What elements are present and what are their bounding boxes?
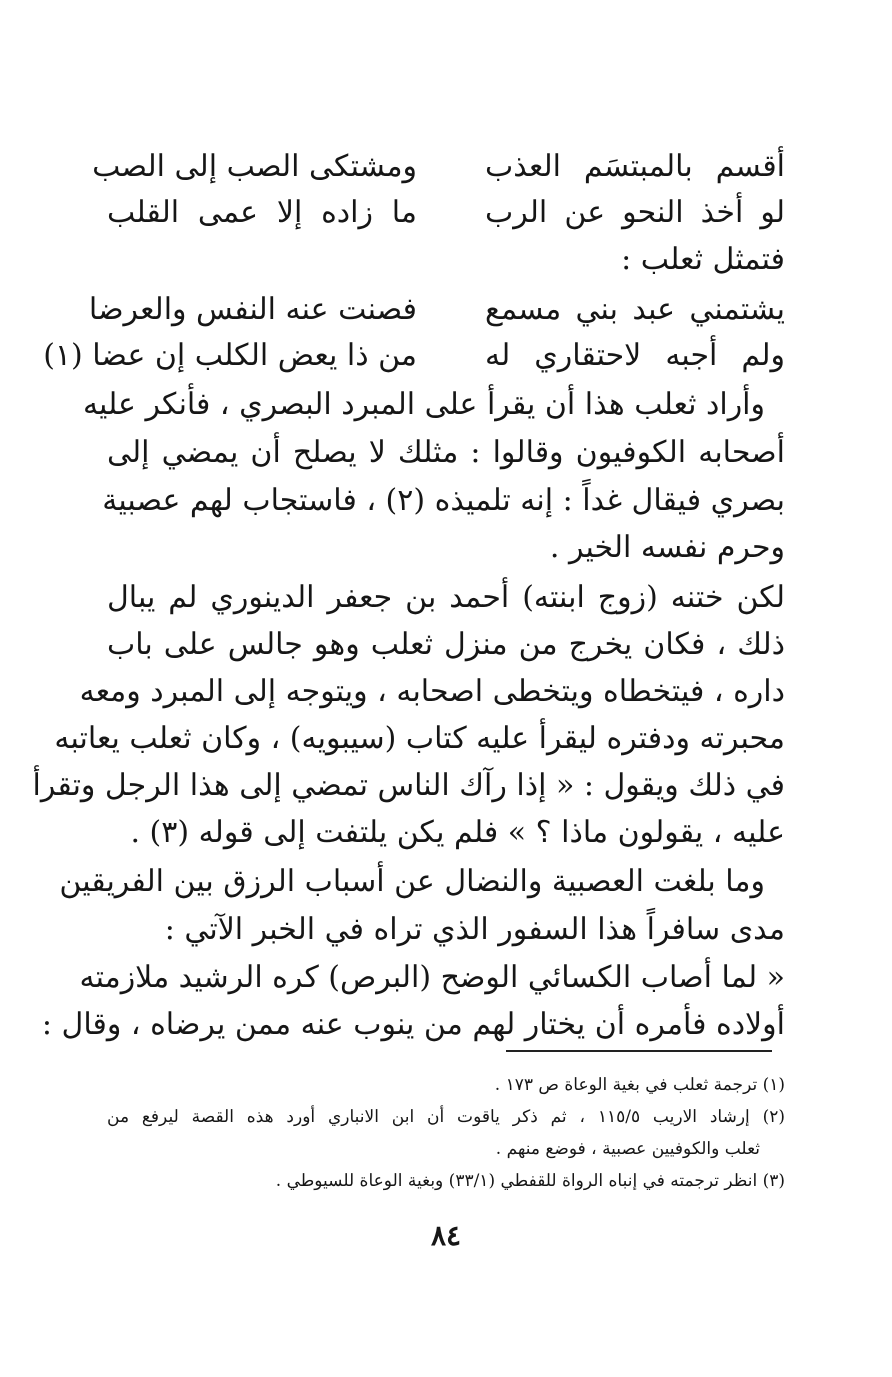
paragraph-2-line-1: لكن ختنه (زوج ابنته) أحمد بن جعفر الدينوري لم يبال	[107, 580, 785, 615]
page-number: ٨٤	[430, 1219, 462, 1252]
verse-3-first-hemistich: يشتمني عبد بني مسمع	[485, 292, 785, 327]
footnote-3: (٣) انظر ترجمته في إنباه الرواة للقفطي (٣٣/١) وبغية الوعاة للسيوطي .	[275, 1171, 785, 1191]
verse-2-second-hemistich: ما زاده إلا عمى القلب	[107, 195, 417, 230]
paragraph-3-line-2: مدى سافراً هذا السفور الذي تراه في الخبر الآتي :	[164, 912, 785, 947]
footnote-2-line-1: (٢) إرشاد الاريب ١١٥/٥ ، ثم ذكر ياقوت أن ابن الانباري أورد هذه القصة ليرفع من	[107, 1107, 786, 1127]
paragraph-2-line-4: محبرته ودفتره ليقرأ عليه كتاب (سيبويه) ، وكان ثعلب يعاتبه	[54, 721, 785, 756]
verse-4-second-hemistich: من ذا يعض الكلب إن عضا (١)	[43, 338, 417, 373]
paragraph-4-line-2: أولاده فأمره أن يختار لهم من ينوب عنه ممن يرضاه ، وقال :	[41, 1007, 785, 1042]
verse-2-first-hemistich: لو أخذ النحو عن الرب	[485, 195, 785, 230]
paragraph-1-line-1: وأراد ثعلب هذا أن يقرأ على المبرد البصري ، فأنكر عليه	[82, 387, 765, 422]
verse-1-second-hemistich: ومشتكى الصب إلى الصب	[92, 149, 417, 184]
paragraph-1-line-2: أصحابه الكوفيون وقالوا : مثلك لا يصلح أن يمضي إلى	[107, 435, 785, 470]
paragraph-4-line-1: « لما أصاب الكسائي الوضح (البرص) كره الرشيد ملازمته	[79, 960, 785, 995]
paragraph-3-line-1: وما بلغت العصبية والنضال عن أسباب الرزق بين الفريقين	[59, 864, 765, 899]
intro-line: فتمثل ثعلب :	[621, 242, 785, 277]
paragraph-2-line-3: داره ، فيتخطاه ويتخطى اصحابه ، ويتوجه إلى المبرد ومعه	[79, 674, 785, 709]
verse-3-second-hemistich: فصنت عنه النفس والعرضا	[88, 292, 417, 327]
paragraph-2-line-2: ذلك ، فكان يخرج من منزل ثعلب وهو جالس على باب	[107, 627, 785, 662]
paragraph-1-line-4: وحرم نفسه الخير .	[549, 530, 785, 565]
paragraph-2-line-6: عليه ، يقولون ماذا ؟ » فلم يكن يلتفت إلى قوله (٣) .	[130, 815, 785, 850]
verse-4-first-hemistich: ولم أجبه لاحتقاري له	[485, 338, 785, 373]
paragraph-1-line-3: بصري فيقال غداً : إنه تلميذه (٢) ، فاستجاب لهم عصبية	[102, 483, 785, 518]
footnote-2-line-2: ثعلب والكوفيين عصبية ، فوضع منهم .	[495, 1139, 760, 1159]
verse-1-first-hemistich: أقسم بالمبتسَم العذب	[485, 149, 785, 184]
footnote-separator	[506, 1050, 772, 1052]
footnote-1: (١) ترجمة ثعلب في بغية الوعاة ص ١٧٣ .	[494, 1075, 785, 1095]
paragraph-2-line-5: في ذلك ويقول : « إذا رآك الناس تمضي إلى هذا الرجل وتقرأ	[32, 768, 785, 803]
